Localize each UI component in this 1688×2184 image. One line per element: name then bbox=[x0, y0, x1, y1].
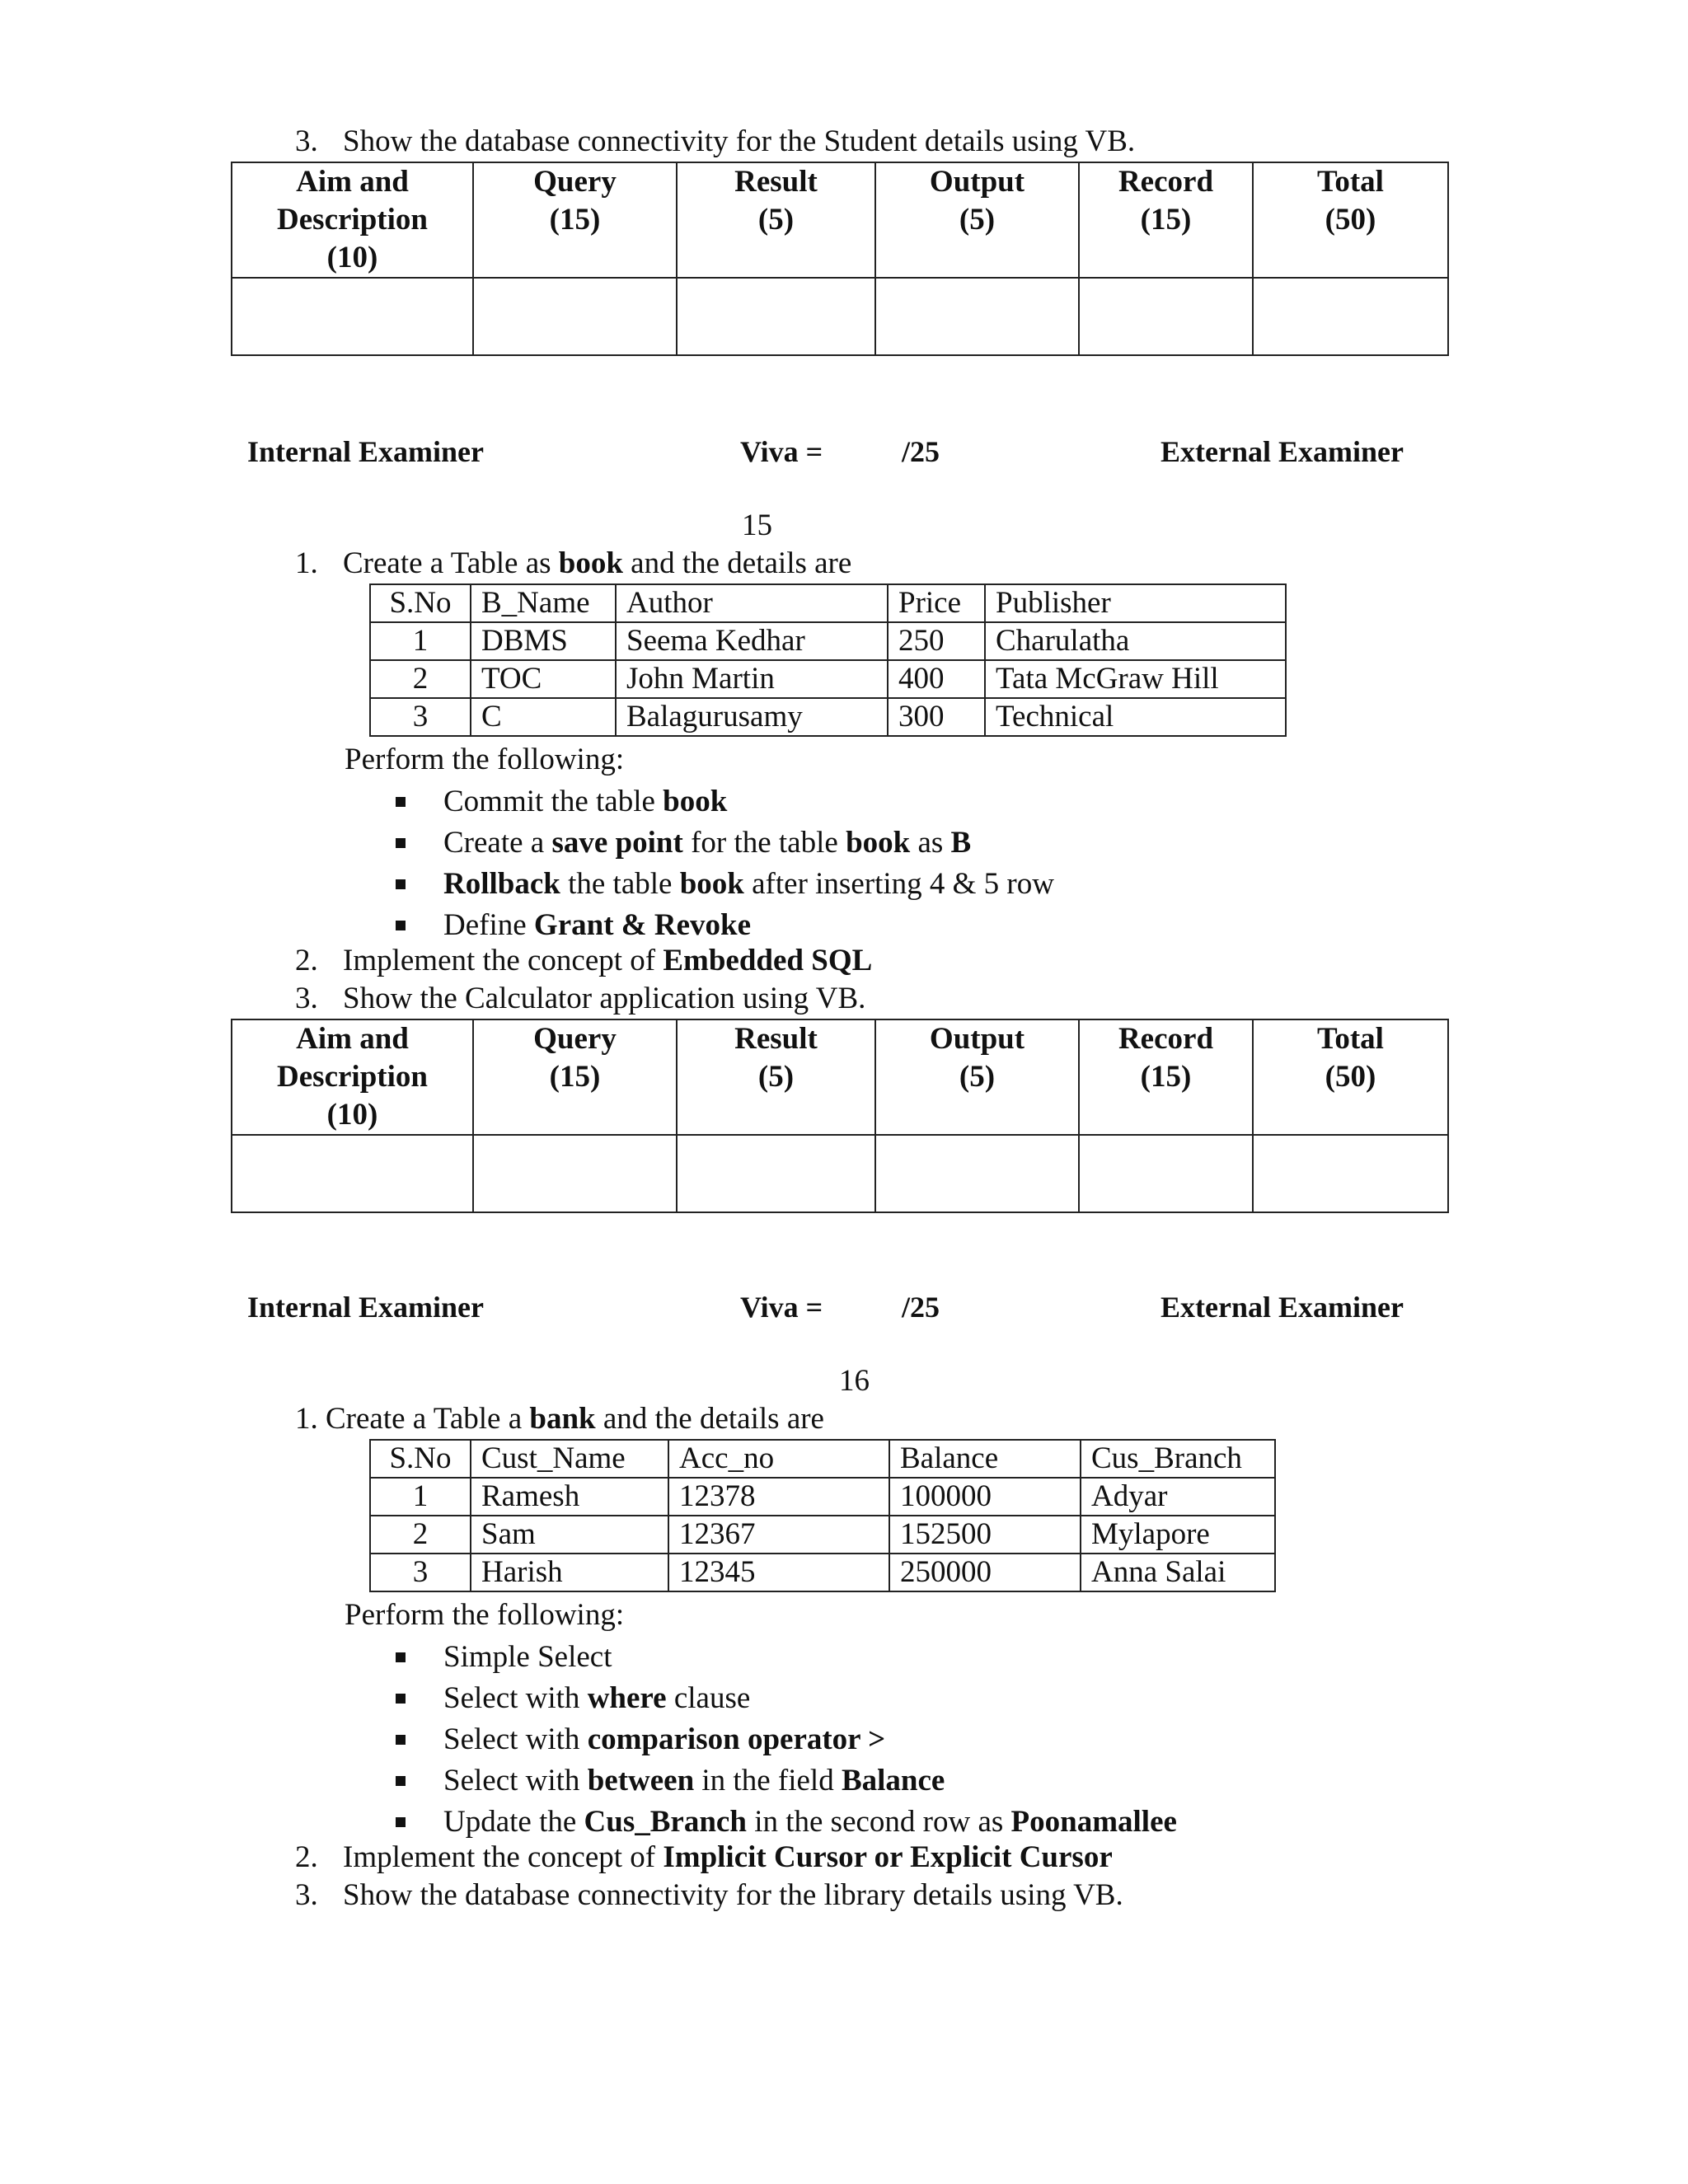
ex16-item-3: 3. Show the database connectivity for the library details using VB. bbox=[295, 1878, 1123, 1912]
table-header: Balance bbox=[889, 1440, 1081, 1478]
table-cell: 12378 bbox=[668, 1478, 889, 1516]
marks-col-total: Total (50) bbox=[1253, 1019, 1448, 1135]
table-header: Cus_Branch bbox=[1081, 1440, 1275, 1478]
viva-label: Viva = bbox=[740, 1291, 823, 1324]
marks-col-record: Record (15) bbox=[1079, 162, 1253, 278]
bank-table bbox=[369, 1439, 1276, 1592]
internal-examiner-label: Internal Examiner bbox=[247, 1291, 484, 1324]
marks-header-row bbox=[232, 1019, 1448, 1135]
table-cell: Anna Salai bbox=[1081, 1554, 1275, 1591]
marks-header-row bbox=[232, 162, 1448, 278]
table-cell: 250 bbox=[888, 622, 985, 660]
marks-col-aim: Aim and Description (10) bbox=[232, 1019, 473, 1135]
perform-label: Perform the following: bbox=[345, 1598, 625, 1632]
ex15-item-1: 1. Create a Table as book and the details are bbox=[295, 546, 852, 580]
item-number: 3. bbox=[295, 124, 318, 158]
top-item-3 bbox=[295, 124, 1135, 160]
bullet-square-icon bbox=[396, 1735, 406, 1745]
marks-cell bbox=[473, 278, 677, 355]
table-header: Cust_Name bbox=[471, 1440, 668, 1478]
marks-cell bbox=[677, 278, 875, 355]
table-cell: 1 bbox=[370, 1478, 471, 1516]
table-cell: Seema Kedhar bbox=[616, 622, 888, 660]
bullet-square-icon bbox=[396, 1652, 406, 1662]
table-cell: Charulatha bbox=[985, 622, 1286, 660]
table-row bbox=[370, 698, 1286, 736]
list-item: Select with where clause bbox=[396, 1678, 1177, 1719]
list-item: Select with between in the field Balance bbox=[396, 1760, 1177, 1802]
bullet-square-icon bbox=[396, 797, 406, 807]
external-examiner-label: External Examiner bbox=[1160, 1291, 1404, 1324]
table-cell: Technical bbox=[985, 698, 1286, 736]
table-cell: 12345 bbox=[668, 1554, 889, 1591]
table-header-row bbox=[370, 584, 1286, 622]
table-row bbox=[370, 1516, 1275, 1554]
table-cell: 3 bbox=[370, 698, 471, 736]
marks-col-total: Total (50) bbox=[1253, 162, 1448, 278]
table-cell: Adyar bbox=[1081, 1478, 1275, 1516]
bullet-square-icon bbox=[396, 1776, 406, 1786]
viva-value: /25 bbox=[902, 1291, 940, 1324]
table-cell: 400 bbox=[888, 660, 985, 698]
table-header: Publisher bbox=[985, 584, 1286, 622]
marks-cell bbox=[1253, 278, 1448, 355]
table-cell: DBMS bbox=[471, 622, 616, 660]
marks-col-output: Output (5) bbox=[875, 1019, 1079, 1135]
table-header: B_Name bbox=[471, 584, 616, 622]
table-cell: Balagurusamy bbox=[616, 698, 888, 736]
marks-col-aim: Aim and Description (10) bbox=[232, 162, 473, 278]
item-text: Show the database connectivity for the Student details using VB. bbox=[343, 124, 1136, 158]
table-cell: 3 bbox=[370, 1554, 471, 1591]
marks-cell bbox=[1253, 1135, 1448, 1212]
list-item: Commit the table book bbox=[396, 781, 1054, 823]
table-cell: Mylapore bbox=[1081, 1516, 1275, 1554]
marks-entry-row bbox=[232, 1135, 1448, 1212]
bullet-square-icon bbox=[396, 1694, 406, 1704]
table-cell: 2 bbox=[370, 1516, 471, 1554]
marks-col-record: Record (15) bbox=[1079, 1019, 1253, 1135]
table-cell: 1 bbox=[370, 622, 471, 660]
bullet-square-icon bbox=[396, 1817, 406, 1827]
table-row bbox=[370, 622, 1286, 660]
marks-table-1 bbox=[231, 162, 1449, 356]
list-item: Define Grant & Revoke bbox=[396, 905, 1054, 946]
table-header: S.No bbox=[370, 584, 471, 622]
marks-cell bbox=[677, 1135, 875, 1212]
marks-cell bbox=[232, 1135, 473, 1212]
marks-col-query: Query (15) bbox=[473, 162, 677, 278]
table-cell: Tata McGraw Hill bbox=[985, 660, 1286, 698]
table-header: S.No bbox=[370, 1440, 471, 1478]
table-row bbox=[370, 1478, 1275, 1516]
table-cell: 152500 bbox=[889, 1516, 1081, 1554]
marks-col-result: Result (5) bbox=[677, 162, 875, 278]
list-item: Simple Select bbox=[396, 1637, 1177, 1678]
bullet-square-icon bbox=[396, 921, 406, 930]
table-header: Acc_no bbox=[668, 1440, 889, 1478]
external-examiner-label: External Examiner bbox=[1160, 435, 1404, 468]
list-item: Rollback the table book after inserting 4 & 5 row bbox=[396, 864, 1054, 905]
marks-cell bbox=[1079, 278, 1253, 355]
viva-label: Viva = bbox=[740, 435, 823, 468]
book-table bbox=[369, 583, 1287, 737]
viva-value: /25 bbox=[902, 435, 940, 468]
marks-cell bbox=[1079, 1135, 1253, 1212]
table-cell: TOC bbox=[471, 660, 616, 698]
table-cell: Ramesh bbox=[471, 1478, 668, 1516]
list-item: Create a save point for the table book as B bbox=[396, 823, 1054, 864]
marks-cell bbox=[875, 278, 1079, 355]
ex15-item-2: 2. Implement the concept of Embedded SQL bbox=[295, 944, 873, 977]
table-cell: 2 bbox=[370, 660, 471, 698]
marks-cell bbox=[473, 1135, 677, 1212]
ex15-bullet-list bbox=[396, 781, 1054, 946]
exercise-number: 15 bbox=[742, 509, 772, 542]
table-header: Author bbox=[616, 584, 888, 622]
marks-entry-row bbox=[232, 278, 1448, 355]
table-cell: 250000 bbox=[889, 1554, 1081, 1591]
marks-col-output: Output (5) bbox=[875, 162, 1079, 278]
list-item: Select with comparison operator > bbox=[396, 1719, 1177, 1760]
table-cell: 100000 bbox=[889, 1478, 1081, 1516]
marks-table-2 bbox=[231, 1019, 1449, 1213]
table-cell: 300 bbox=[888, 698, 985, 736]
table-cell: John Martin bbox=[616, 660, 888, 698]
table-header-row bbox=[370, 1440, 1275, 1478]
ex16-item-1: 1. Create a Table a bank and the details are bbox=[295, 1402, 824, 1436]
table-cell: 12367 bbox=[668, 1516, 889, 1554]
table-header: Price bbox=[888, 584, 985, 622]
exercise-number: 16 bbox=[839, 1364, 870, 1398]
marks-cell bbox=[875, 1135, 1079, 1212]
perform-label: Perform the following: bbox=[345, 743, 625, 776]
bullet-square-icon bbox=[396, 879, 406, 889]
list-item: Update the Cus_Branch in the second row as Poonamallee bbox=[396, 1802, 1177, 1843]
internal-examiner-label: Internal Examiner bbox=[247, 435, 484, 468]
marks-cell bbox=[232, 278, 473, 355]
table-cell: Sam bbox=[471, 1516, 668, 1554]
marks-col-result: Result (5) bbox=[677, 1019, 875, 1135]
bullet-square-icon bbox=[396, 838, 406, 848]
ex15-item-3: 3. Show the Calculator application using VB. bbox=[295, 982, 866, 1015]
table-row bbox=[370, 660, 1286, 698]
table-cell: Harish bbox=[471, 1554, 668, 1591]
ex16-item-2: 2. Implement the concept of Implicit Cursor or Explicit Cursor bbox=[295, 1840, 1113, 1874]
table-cell: C bbox=[471, 698, 616, 736]
table-row bbox=[370, 1554, 1275, 1591]
marks-col-query: Query (15) bbox=[473, 1019, 677, 1135]
ex16-bullet-list bbox=[396, 1637, 1177, 1843]
